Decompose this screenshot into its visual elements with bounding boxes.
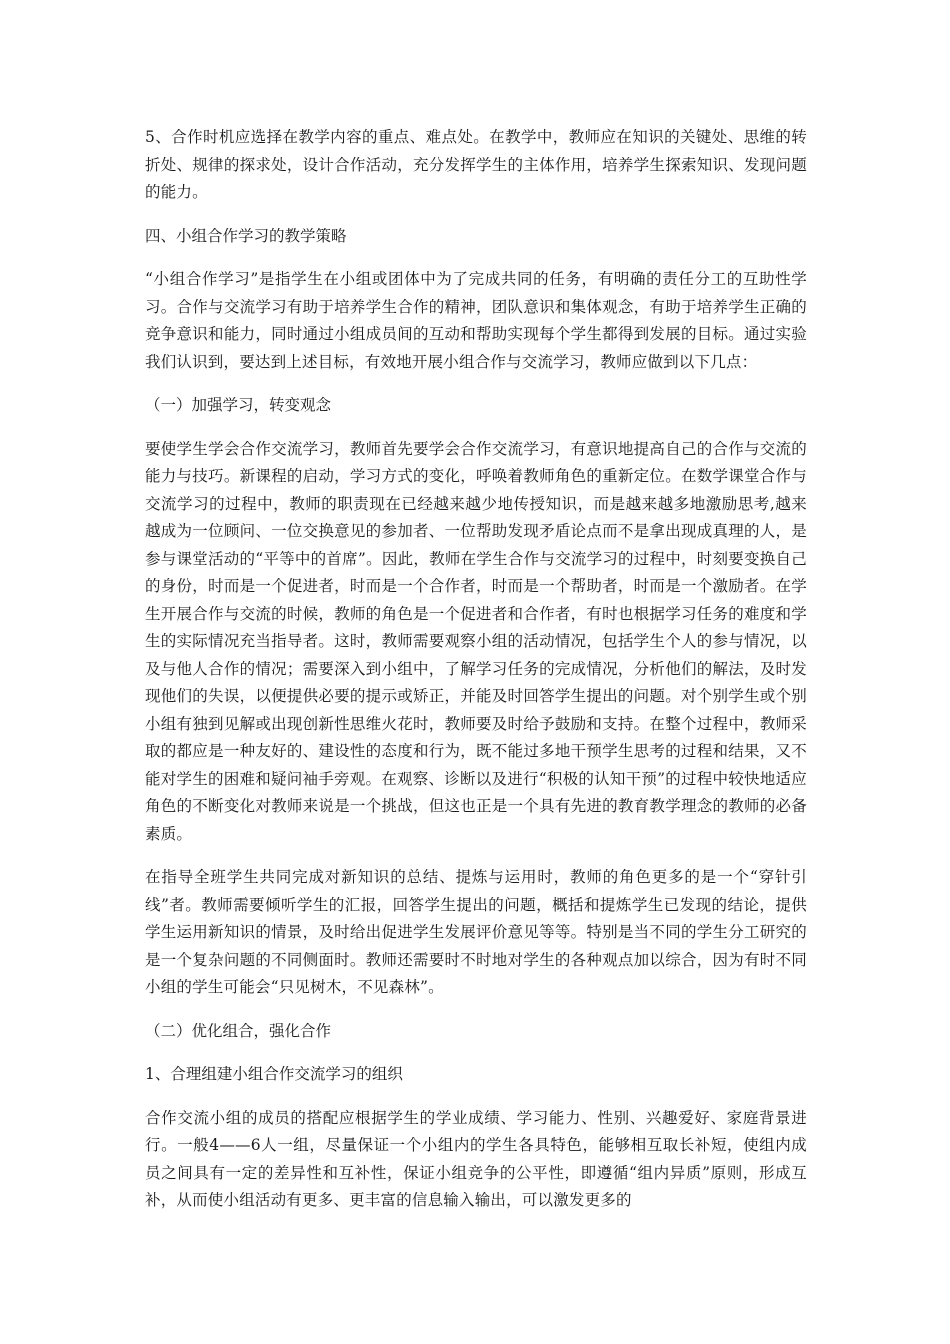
section-heading-strategies: 四、小组合作学习的教学策略: [145, 226, 347, 245]
paragraph-cooperation-timing: 5、合作时机应选择在教学内容的重点、难点处。在教学中，教师应在知识的关键处、思维的转折处、规律的探求处，设计合作活动，充分发挥学生的主体作用，培养学生探索知识、发现问题的能力。: [145, 128, 807, 201]
paragraph-guiding-class: 在指导全班学生共同完成对新知识的总结、提炼与运用时，教师的角色更多的是一个“穿针引线”者。教师需要倾听学生的汇报，回答学生提出的问题，概括和提炼学生已发现的结论，提供学生运用新知识的情景，及时给出促进学生发展评价意见等等。特别是当不同的学生分工研究的是一个复杂问题的不同侧面时。教师还需要时不时地对学生的各种观点加以综合，因为有时不同小组的学生可能会“只见树木，不见森林”。: [145, 868, 807, 996]
paragraph-group-learning-definition: “小组合作学习”是指学生在小组或团体中为了完成共同的任务，有明确的责任分工的互助性学习。合作与交流学习有助于培养学生合作的精神，团队意识和集体观念，有助于培养学生正确的竞争意识和能力，同时通过小组成员间的互动和帮助实现每个学生都得到发展的目标。通过实验我们认识到，要达到上述目标，有效地开展小组合作与交流学习，教师应做到以下几点：: [145, 270, 807, 371]
item-heading-group-organization: 1、合理组建小组合作交流学习的组织: [145, 1065, 403, 1083]
subsection-heading-optimize-groups: （二）优化组合，强化合作: [145, 1021, 332, 1040]
document-body: [145, 124, 807, 1215]
paragraph-teacher-role: 要使学生学会合作交流学习，教师首先要学会合作交流学习，有意识地提高自己的合作与交流的能力与技巧。新课程的启动，学习方式的变化，呼唤着教师角色的重新定位。在数学课堂合作与交流学习的过程中，教师的职责现在已经越来越少地传授知识，而是越来越多地激励思考,越来越成为一位顾问、一位交换意见的参加者、一位帮助发现矛盾论点而不是拿出现成真理的人，是参与课堂活动的“平等中的首席”。因此，教师在学生合作与交流学习的过程中，时刻要变换自己的身份，时而是一个促进者，时而是一个合作者，时而是一个帮助者，时而是一个激励者。在学生开展合作与交流的时候，教师的角色是一个促进者和合作者，有时也根据学习任务的难度和学生的实际情况充当指导者。这时，教师需要观察小组的活动情况，包括学生个人的参与情况，以及与他人合作的情况；需要深入到小组中，了解学习任务的完成情况，分析他们的解法，及时发现他们的失误，以便提供必要的提示或矫正，并能及时回答学生提出的问题。对个别学生或个别小组有独到见解或出现创新性思维火花时，教师要及时给予鼓励和支持。在整个过程中，教师采取的都应是一种友好的、建设性的态度和行为，既不能过多地干预学生思考的过程和结果，又不能对学生的困难和疑问袖手旁观。在观察、诊断以及进行“积极的认知干预”的过程中较快地适应角色的不断变化对教师来说是一个挑战，但这也正是一个具有先进的教育教学理念的教师的必备素质。: [145, 439, 807, 843]
paragraph-group-composition: 合作交流小组的成员的搭配应根据学生的学业成绩、学习能力、性别、兴趣爱好、家庭背景进行。一般4——6人一组，尽量保证一个小组内的学生各具特色，能够相互取长补短，使组内成员之间具有一定的差异性和互补性，保证小组竞争的公平性，即遵循“组内异质”原则，形成互补，从而使小组活动有更多、更丰富的信息输入输出，可以激发更多的: [145, 1108, 807, 1209]
subsection-heading-strengthen-learning: （一）加强学习，转变观念: [145, 396, 332, 414]
